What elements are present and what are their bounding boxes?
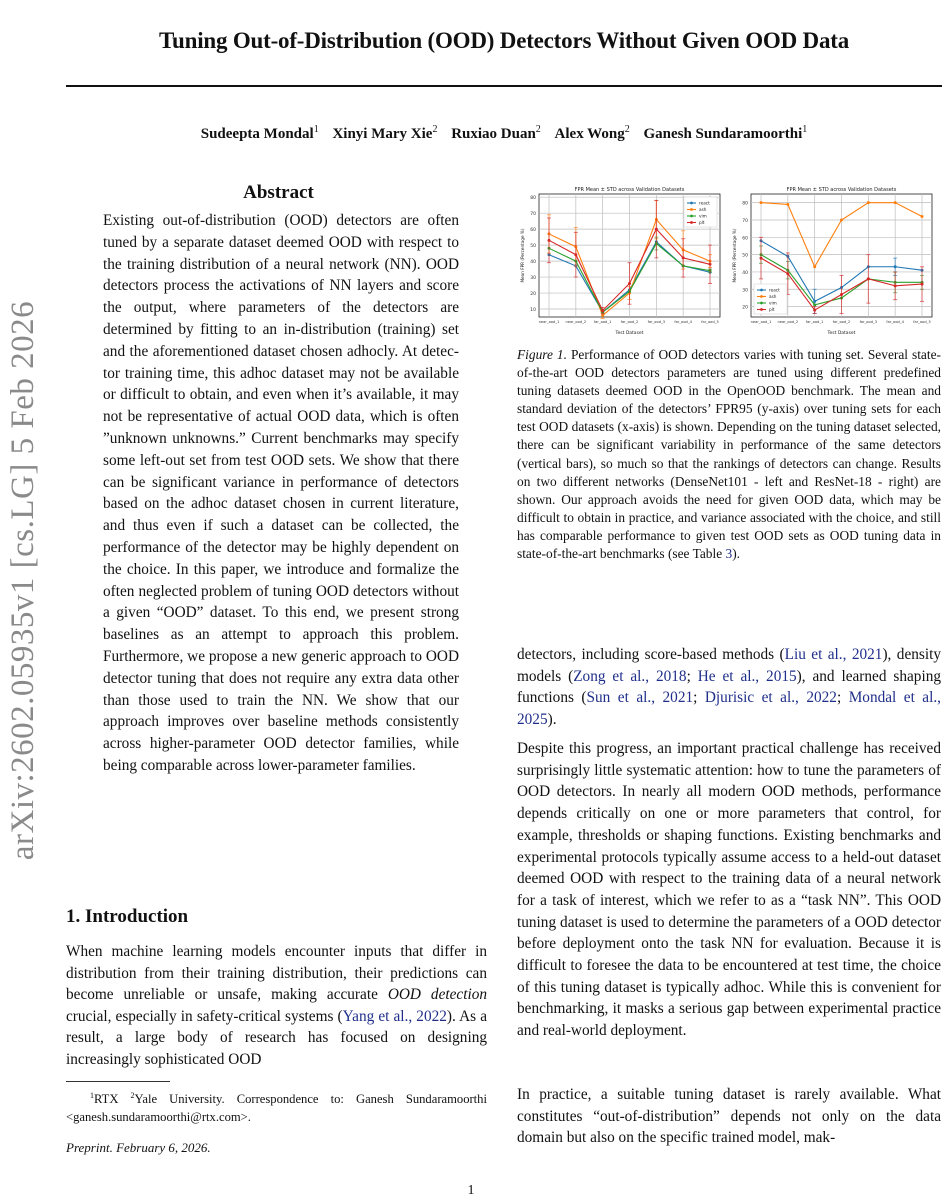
citation-link[interactable]: Liu et al., 2021	[784, 646, 883, 663]
svg-text:20: 20	[742, 305, 748, 311]
author: Xinyi Mary Xie$^2$	[332, 124, 438, 142]
figure-caption: Figure 1. Performance of OOD detectors varies with tuning set. Several state-of-the-art OOD detectors parameters are tuned using different predefined tuning datasets deemed OOD in the OpenOOD benchmark. The mean and standard deviation of the detectors’ FPR95 (y-axis) over tuning sets for each test OOD datasets (x-axis) is shown. Depending on the tuning dataset selected, there can be significant variability in performance of the same detectors (vertical bars), so much so that the rankings of detectors can change. Results on two different networks (DenseNet101 - left and ResNet-18 - right) are shown. Our approach avoids the need for given OOD data, which may be difficult to obtain in practice, and variance associated with the choice, and still has comparable performance to given test OOD sets as OOD tuning data in state-of-the-art benchmarks (see Table 3).	[517, 347, 941, 562]
author: Ruxiao Duan$^2$	[451, 124, 541, 142]
left-column	[66, 180, 491, 777]
svg-text:Test Dataset: Test Dataset	[827, 331, 856, 336]
citation-link[interactable]: Mondal et al., 2025	[517, 689, 941, 729]
citation-link[interactable]: Sun et al., 2021	[586, 689, 694, 707]
svg-text:far_ood_1: far_ood_1	[805, 320, 824, 324]
svg-text:vim: vim	[769, 300, 777, 306]
author: Alex Wong$^2$	[554, 124, 630, 142]
affiliation-footnote: $^1$RTX $^2$Yale University. Correspondence to: Ganesh Sundaramoorthi <ganesh.sundaramoorthi@rtx.com>.	[66, 1091, 487, 1125]
svg-text:30: 30	[742, 288, 748, 294]
svg-text:70: 70	[530, 212, 536, 218]
svg-text:far_ood_5: far_ood_5	[913, 320, 931, 324]
svg-text:far_ood_1: far_ood_1	[593, 320, 612, 324]
preprint-note: Preprint. February 6, 2026.	[66, 1140, 211, 1155]
citation-link[interactable]: Djurisic et al., 2022	[704, 689, 837, 707]
svg-text:far_ood_5: far_ood_5	[701, 320, 719, 324]
line-chart-fpr-resnet	[729, 182, 939, 337]
svg-text:near_ood_2: near_ood_2	[777, 320, 799, 324]
svg-text:far_ood_4: far_ood_4	[674, 320, 692, 324]
svg-text:react: react	[699, 200, 710, 206]
abstract-body: Existing out-of-distribution (OOD) detectors are often tuned by a separate dataset deemed OOD with respect to the training distribution of a neural network (NN). OOD detectors process the activations of NN layers and score the output, where parameters of the detectors are determined by fitting to an in-distribution (training) set and the aforementioned dataset chosen adhocly. At detector training time, this adhoc dataset may not be available or difficult to obtain, and even when it’s available, it may not be representative of actual OOD data, which is often ”unknown unknowns.” Current benchmarks may specify some left-out set from test OOD sets. We show that there can be significant variance in performance of detectors based on the adhoc dataset chosen in current literature, and thus even if such a dataset can be collected, the performance of the detector may be highly dependent on the choice. In this paper, we introduce and formalize the often neglected problem of tuning OOD detectors without a given “OOD” dataset. To this end, we present strong baselines as an attempt to approach this problem. Furthermore, we propose a new generic approach to OOD detector tuning that does not require any extra data other than those used to train the NN. We show that our approach improves over baseline methods consistently across higher-parameter OOD detector families, while being comparable across lower-parameter families.	[103, 212, 459, 774]
svg-text:near_ood_2: near_ood_2	[565, 320, 587, 324]
svg-text:40: 40	[742, 270, 748, 276]
svg-text:FPR Mean ± STD across Validati: FPR Mean ± STD across Validation Datasets	[786, 187, 897, 193]
arxiv-stamp	[2, 272, 46, 888]
svg-text:far_ood_4: far_ood_4	[886, 320, 904, 324]
section-heading-introduction: 1. Introduction	[66, 906, 189, 927]
svg-text:near_ood_1: near_ood_1	[538, 320, 560, 324]
svg-text:80: 80	[530, 196, 536, 202]
svg-text:far_ood_2: far_ood_2	[620, 320, 639, 324]
author: Sudeepta Mondal$^1$	[200, 124, 319, 142]
svg-text:30: 30	[530, 276, 536, 282]
svg-text:20: 20	[530, 292, 536, 298]
citation-link[interactable]: Yang et al., 2022	[342, 1007, 447, 1025]
svg-text:60: 60	[530, 228, 536, 234]
svg-text:ash: ash	[699, 207, 707, 213]
svg-text:ash: ash	[769, 294, 777, 300]
arxiv-identifier: arXiv:2602.05935v1 [cs.LG] 5 Feb 2026	[5, 300, 42, 860]
svg-text:Mean FPR (Percentage %): Mean FPR (Percentage %)	[732, 228, 737, 283]
author: Ganesh Sundaramoorthi$^1$	[643, 124, 808, 142]
svg-text:plt: plt	[769, 307, 775, 313]
svg-text:50: 50	[742, 253, 748, 259]
citation-link[interactable]: Zong et al., 2018	[573, 667, 687, 685]
paper-title: Tuning Out-of-Distribution (OOD) Detectors Without Given OOD Data	[158, 28, 850, 53]
author-list	[66, 124, 942, 143]
svg-text:far_ood_2: far_ood_2	[832, 320, 851, 324]
page-number: 1	[467, 1183, 475, 1198]
abstract-heading: Abstract	[243, 182, 314, 203]
intro-paragraph-continued: detectors, including score-based methods (Liu et al., 2021), density models (Zong et al., 2018; He et al., 2015), and learned shaping functions (Sun et al., 2021; Djurisic et al., 2022; Mondal et al., 2025).	[517, 646, 941, 729]
svg-text:70: 70	[742, 218, 748, 224]
svg-text:Test Dataset: Test Dataset	[615, 331, 644, 336]
svg-text:10: 10	[530, 308, 536, 314]
footnote-rule	[66, 1081, 170, 1082]
svg-text:vim: vim	[699, 213, 707, 219]
chart-densenet101	[517, 182, 727, 337]
svg-text:40: 40	[530, 260, 536, 266]
citation-link[interactable]: He et al., 2015	[697, 667, 797, 685]
svg-text:Mean FPR (Percentage %): Mean FPR (Percentage %)	[520, 228, 525, 283]
figure-label: Figure 1.	[517, 347, 567, 362]
svg-text:60: 60	[742, 236, 748, 242]
chart-resnet18	[729, 182, 939, 337]
intro-paragraph: When machine learning models encounter inputs that differ in distribution from their training distribution, their predictions can become unreliable or unsafe, making accurate OOD detection crucial, especially in safety-critical systems (Yang et al., 2022). As a result, a large body of research has focused on designing increasingly sophisticated OOD	[66, 943, 487, 1068]
svg-text:80: 80	[742, 201, 748, 207]
svg-text:FPR Mean ± STD across Validati: FPR Mean ± STD across Validation Datasets	[574, 187, 685, 193]
table-reference-link[interactable]: 3	[725, 546, 733, 562]
svg-text:50: 50	[530, 244, 536, 250]
title-rule	[66, 85, 942, 87]
intro-paragraph-2: Despite this progress, an important practical challenge has received surprisingly little systematic attention: how to tune the parameters of OOD detectors. In nearly all modern OOD methods, performance depends critically on one or more parameters that control, for example, thresholds or shaping functions. Existing benchmarks and experimental protocols typically assume access to a held-out dataset deemed OOD with respect to the training data of a neural network for a task of interest, which we refer to as a “task NN”. This OOD tuning dataset is used to determine the parameters of a OOD detector before deployment onto the task NN for evaluation. Because it is difficult to foresee the data to be encountered at test time, the choice of this tuning dataset is typically adhoc. While this is convenient for benchmarking, it masks a serious gap between experimental practice and real-world deployment.	[517, 740, 941, 1040]
svg-text:plt: plt	[699, 220, 705, 226]
figure-1	[517, 182, 942, 337]
intro-paragraph-3: In practice, a suitable tuning dataset is rarely available. What constitutes “out-of-distribution” depends not only on the data domain but also on the specific trained model, mak-	[517, 1086, 941, 1147]
svg-text:react: react	[769, 287, 780, 293]
line-chart-fpr-densenet	[517, 182, 727, 337]
svg-text:near_ood_1: near_ood_1	[750, 320, 772, 324]
svg-text:far_ood_3: far_ood_3	[647, 320, 666, 324]
svg-text:far_ood_3: far_ood_3	[859, 320, 878, 324]
